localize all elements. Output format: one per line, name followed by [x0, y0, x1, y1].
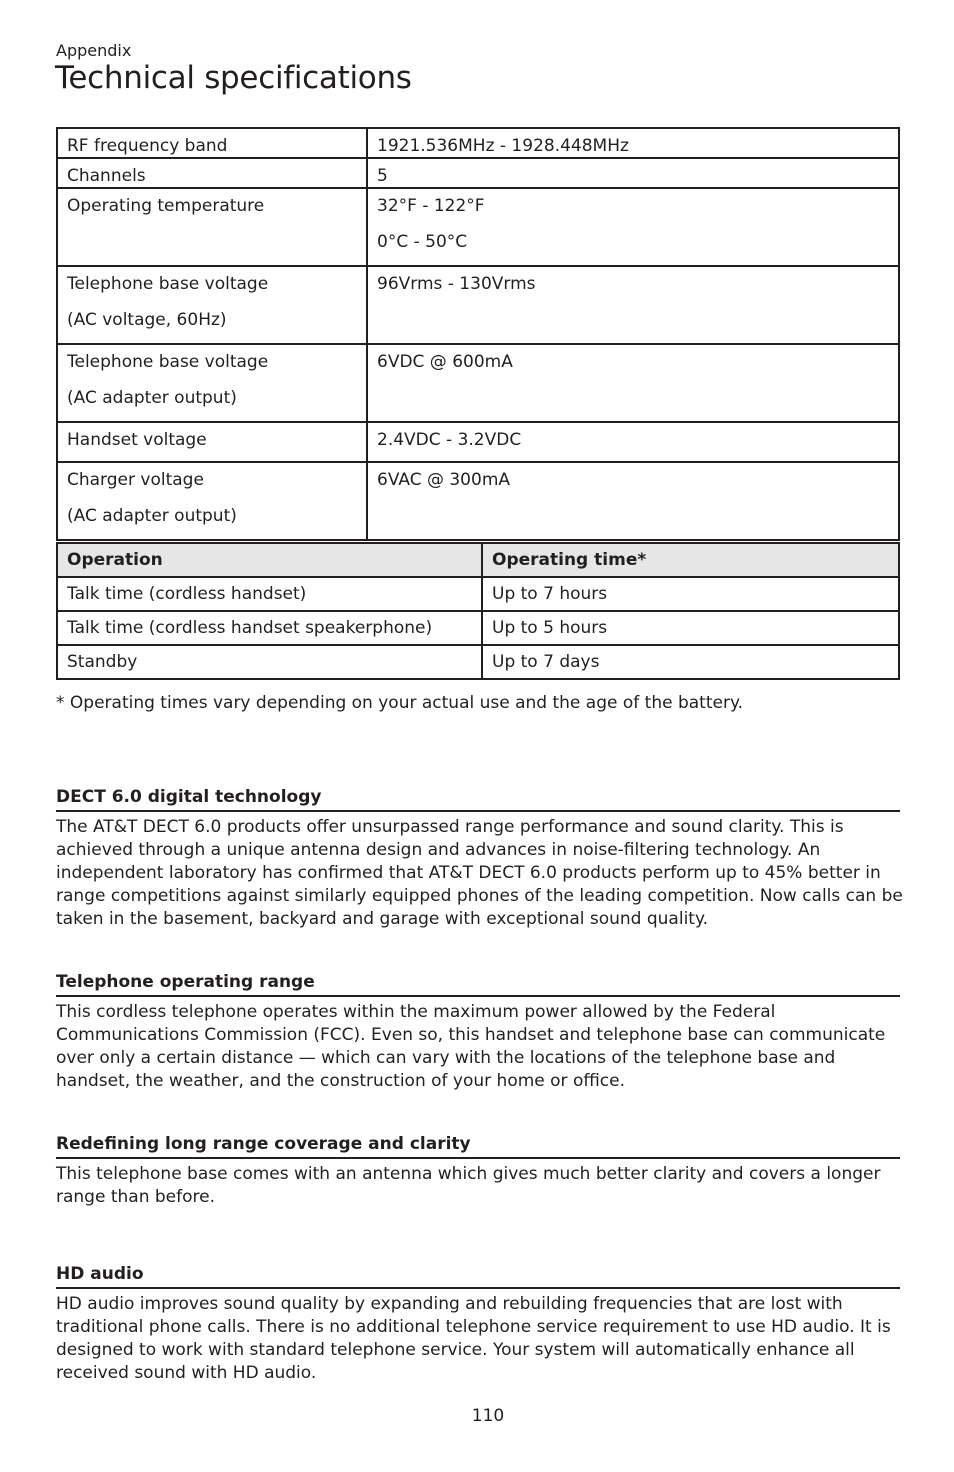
section-label: Appendix: [56, 41, 132, 60]
operating-time-cell: Up to 7 hours: [482, 577, 899, 611]
column-header-operation: Operation: [57, 543, 482, 577]
specifications-table: [56, 127, 900, 541]
spec-row: [57, 344, 899, 422]
table-row: [57, 577, 899, 611]
section-heading-operating-range: Telephone operating range: [56, 972, 900, 997]
section-heading-hd-audio: HD audio: [56, 1264, 900, 1289]
page-number: 110: [471, 1406, 505, 1426]
spec-value: 6VDC @ 600mA: [367, 344, 899, 422]
operation-cell: Talk time (cordless handset): [57, 577, 482, 611]
section-heading-long-range: Redefining long range coverage and clarity: [56, 1134, 900, 1159]
spec-label: Channels: [57, 158, 367, 188]
spec-row: [57, 188, 899, 266]
spec-row: [57, 422, 899, 462]
spec-label: Charger voltage (AC adapter output): [57, 462, 367, 540]
section-body-operating-range: This cordless telephone operates within the maximum power allowed by the Federal Communications Commission (FCC). Even so, this handset and telephone base can communicate over only a certain distance — which can vary with the locations of the telephone base and handset, the weather, and the construction of your home or office.: [56, 1002, 886, 1091]
spec-value: 1921.536MHz - 1928.448MHz: [367, 128, 899, 158]
section-heading-dect: DECT 6.0 digital technology: [56, 787, 900, 812]
column-header-operating-time: Operating time*: [482, 543, 899, 577]
section-body-dect: The AT&T DECT 6.0 products offer unsurpassed range performance and sound clarity. This is achieved through a unique antenna design and advances in noise-filtering technology. An independent laboratory has confirmed that AT&T DECT 6.0 products perform up to 45% better in range competitions against similarly equipped phones of the leading competition. Now calls can be taken in the basement, backyard and garage with exceptional sound quality.: [56, 817, 903, 929]
operation-cell: Talk time (cordless handset speakerphone): [57, 611, 482, 645]
spec-value: 2.4VDC - 3.2VDC: [367, 422, 899, 462]
table-row: [57, 611, 899, 645]
operating-time-cell: Up to 5 hours: [482, 611, 899, 645]
spec-label: Telephone base voltage (AC voltage, 60Hz): [57, 266, 367, 344]
section-body-long-range: This telephone base comes with an antenna which gives much better clarity and covers a longer range than before.: [56, 1164, 881, 1207]
spec-value: 6VAC @ 300mA: [367, 462, 899, 540]
spec-value: 5: [367, 158, 899, 188]
operating-time-table: [56, 542, 900, 680]
footnote: * Operating times vary depending on your actual use and the age of the battery.: [56, 693, 743, 713]
table-header-row: [57, 543, 899, 577]
spec-row: [57, 266, 899, 344]
table-row: [57, 645, 899, 679]
spec-value: 32°F - 122°F 0°C - 50°C: [367, 188, 899, 266]
spec-row: [57, 128, 899, 158]
operating-time-cell: Up to 7 days: [482, 645, 899, 679]
spec-label: Handset voltage: [57, 422, 367, 462]
spec-row: [57, 158, 899, 188]
operation-cell: Standby: [57, 645, 482, 679]
section-body-hd-audio: HD audio improves sound quality by expanding and rebuilding frequencies that are lost with traditional phone calls. There is no additional telephone service requirement to use HD audio. It is designed to work with standard telephone service. Your system will automatically enhance all received sound with HD audio.: [56, 1294, 891, 1383]
spec-label: Operating temperature: [57, 188, 367, 266]
spec-value: 96Vrms - 130Vrms: [367, 266, 899, 344]
spec-label: RF frequency band: [57, 128, 367, 158]
spec-row: [57, 462, 899, 540]
spec-label: Telephone base voltage (AC adapter output): [57, 344, 367, 422]
page-title: Technical specifications: [55, 60, 412, 96]
